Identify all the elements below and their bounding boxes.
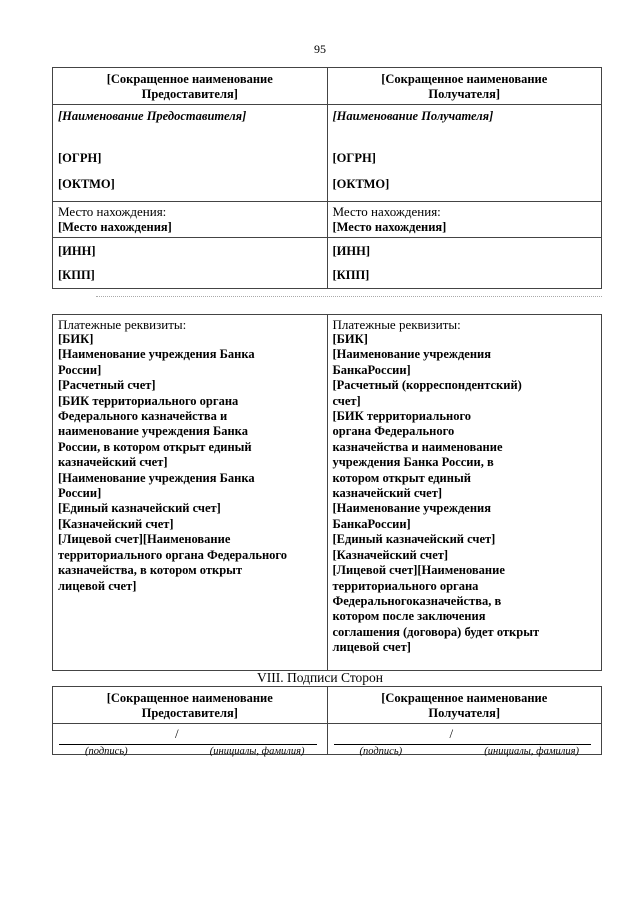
payment-detail-line: соглашения (договора) будет открыт xyxy=(332,624,540,639)
payment-detail-line: России] xyxy=(58,486,102,501)
recipient-location-value: [Место нахождения] xyxy=(332,220,447,234)
section-title: VIII. Подписи Сторон xyxy=(256,670,384,685)
payment-detail-line: [Лицевой счет][Наименование xyxy=(58,532,231,547)
recipient-payment-cell xyxy=(327,315,602,671)
provider-ogrn: [ОГРН] xyxy=(58,151,102,165)
provider-name-caption: (инициалы, фамилия) xyxy=(209,746,305,757)
recipient-inn: [ИНН] xyxy=(332,244,370,258)
payment-detail-line: [Казначейский счет] xyxy=(332,547,449,562)
payment-detail-line: [БИК территориального органа xyxy=(58,393,239,408)
provider-name: [Наименование Предоставителя] xyxy=(58,109,247,123)
provider-payment-lines xyxy=(58,332,322,594)
recipient-kpp: [КПП] xyxy=(332,268,370,282)
payment-detail-line: России, в котором открыт единый xyxy=(58,439,252,454)
recipient-ogrn: [ОГРН] xyxy=(332,151,376,165)
recipient-tax-cell xyxy=(327,238,602,289)
recipient-header-line1: [Сокращенное наименование xyxy=(381,72,548,86)
payment-detail-line: БанкаРоссии] xyxy=(332,362,411,377)
payment-details-table xyxy=(52,314,602,671)
provider-kpp: [КПП] xyxy=(58,268,95,282)
recipient-location-cell xyxy=(327,202,602,238)
provider-payment-cell xyxy=(53,315,328,671)
payment-detail-line: казначейский счет] xyxy=(332,486,443,501)
payment-detail-line: [Расчетный счет] xyxy=(58,378,156,393)
payment-detail-line: [Наименование учреждения xyxy=(332,501,492,516)
provider-location-cell xyxy=(53,202,328,238)
signature-recipient-header xyxy=(327,687,602,724)
payment-detail-line: котором открыт единый xyxy=(332,470,471,485)
recipient-signature-line[interactable] xyxy=(334,732,592,745)
payment-detail-line: [БИК территориального xyxy=(332,409,472,424)
recipient-name-caption: (инициалы, фамилия) xyxy=(484,746,579,757)
payment-detail-line: БанкаРоссии] xyxy=(332,516,411,531)
provider-identity-cell xyxy=(53,105,328,202)
payment-detail-line: [Лицевой счет][Наименование xyxy=(332,563,505,578)
payment-detail-line: [Единый казначейский счет] xyxy=(58,501,221,516)
signature-recipient-header-line2: Получателя] xyxy=(428,706,501,720)
provider-oktmo: [ОКТМО] xyxy=(58,177,115,191)
payment-detail-line: территориального органа Федерального xyxy=(58,547,288,562)
provider-signature-caption: (подпись) xyxy=(85,746,128,757)
recipient-name: [Наименование Получателя] xyxy=(332,109,494,123)
provider-signature-cell xyxy=(53,724,328,755)
party-details-table xyxy=(52,67,602,289)
recipient-header xyxy=(327,68,602,105)
payment-detail-line: казначейства, в котором открыт xyxy=(58,563,243,578)
provider-header-line2: Предоставителя] xyxy=(141,87,238,101)
payment-detail-line: [Единый казначейский счет] xyxy=(332,532,496,547)
provider-inn: [ИНН] xyxy=(58,244,96,258)
payment-detail-line: Федерального казначейства и xyxy=(58,409,228,424)
signature-recipient-header-line1: [Сокращенное наименование xyxy=(381,691,548,705)
payment-detail-line: [БИК] xyxy=(332,332,368,346)
payment-detail-line: наименование учреждения Банка xyxy=(58,424,248,439)
dotted-divider xyxy=(96,296,602,297)
payment-detail-line: лицевой счет] xyxy=(332,640,411,655)
payment-detail-line: [Наименование учреждения Банка xyxy=(58,470,255,485)
payment-detail-line: [Казначейский счет] xyxy=(58,516,174,531)
payment-detail-line: [БИК] xyxy=(58,332,94,346)
payment-detail-line: [Наименование учреждения Банка xyxy=(58,347,255,362)
recipient-signature-cell xyxy=(327,724,602,755)
signature-provider-header xyxy=(53,687,328,724)
recipient-signature-caption: (подпись) xyxy=(359,746,403,757)
provider-header xyxy=(53,68,328,105)
recipient-identity-cell xyxy=(327,105,602,202)
signature-provider-header-line1: [Сокращенное наименование xyxy=(106,691,273,705)
payment-detail-line: России] xyxy=(58,362,102,377)
payment-detail-line: котором после заключения xyxy=(332,609,486,624)
payment-detail-line: территориального органа xyxy=(332,578,479,593)
payment-detail-line: казначейский счет] xyxy=(58,455,168,470)
payment-detail-line: казначейства и наименование xyxy=(332,439,503,454)
payment-detail-line: [Наименование учреждения xyxy=(332,347,492,362)
recipient-location-label: Место нахождения: xyxy=(332,204,441,219)
payment-detail-line: учреждения Банка России, в xyxy=(332,455,494,470)
provider-signature-slash: / xyxy=(175,726,179,741)
page-number: 95 xyxy=(314,42,326,56)
payment-detail-line: [Расчетный (корреспондентский) xyxy=(332,378,522,393)
signature-table xyxy=(52,686,602,755)
provider-signature-line[interactable] xyxy=(59,732,317,745)
payment-detail-line: Федеральногоказначейства, в xyxy=(332,593,502,608)
recipient-signature-slash: / xyxy=(449,726,454,741)
recipient-oktmo: [ОКТМО] xyxy=(332,177,390,191)
provider-location-value: [Место нахождения] xyxy=(58,220,172,234)
provider-payment-label: Платежные реквизиты: xyxy=(58,317,187,332)
recipient-header-line2: Получателя] xyxy=(428,87,501,101)
payment-detail-line: лицевой счет] xyxy=(58,578,137,593)
recipient-payment-label: Платежные реквизиты: xyxy=(332,317,461,332)
signature-provider-header-line2: Предоставителя] xyxy=(141,706,238,720)
provider-tax-cell xyxy=(53,238,328,289)
payment-detail-line: органа Федерального xyxy=(332,424,455,439)
provider-location-label: Место нахождения: xyxy=(58,204,167,219)
recipient-payment-lines xyxy=(333,332,597,656)
payment-detail-line: счет] xyxy=(332,393,361,408)
provider-header-line1: [Сокращенное наименование xyxy=(106,72,273,86)
